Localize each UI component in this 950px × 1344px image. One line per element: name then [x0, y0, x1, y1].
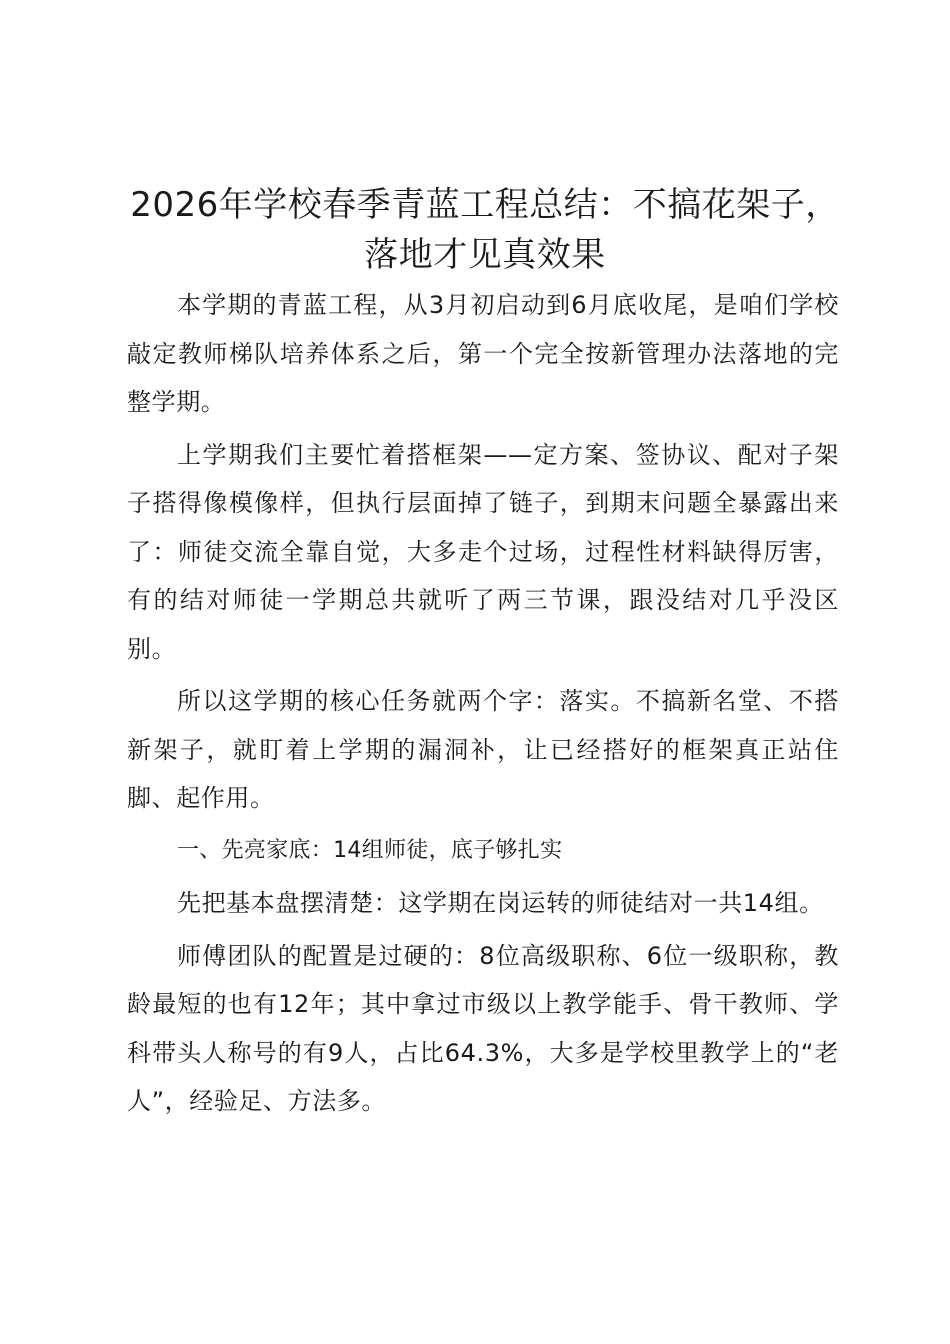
- section-heading-1: 一、先亮家底：14组师徒，底子够扎实: [177, 837, 563, 863]
- document-title: [110, 180, 860, 280]
- paragraph-pair-count: 先把基本盘摆清楚：这学期在岗运转的师徒结对一共14组。: [177, 889, 824, 917]
- paragraph-last-term: 上学期我们主要忙着搭框架——定方案、签协议、配对子架子搭得像模像样，但执行层面掉了链子，到期末问题全暴露出来了：师徒交流全靠自觉，大多走个过场，过程性材料缺得厉害，有的结对师徒一学期总共就听了两三节课，跟没结对几乎没区别。: [127, 440, 839, 663]
- title-line-2: 落地才见真效果: [364, 235, 606, 275]
- title-line-1: 2026年学校春季青蓝工程总结：不搞花架子，: [130, 185, 840, 225]
- paragraph-core-task: 所以这学期的核心任务就两个字：落实。不搞新名堂、不搭新架子，就盯着上学期的漏洞补，让已经搭好的框架真正站住脚、起作用。: [127, 687, 839, 812]
- paragraph-mentor-team: 师傅团队的配置是过硬的：8位高级职称、6位一级职称，教龄最短的也有12年；其中拿过市级以上教学能手、骨干教师、学科带头人称号的有9人，占比64.3%，大多是学校里教学上的“老人”，经验足、方法多。: [127, 941, 839, 1115]
- document-body: [127, 281, 839, 1130]
- paragraph-intro: 本学期的青蓝工程，从3月初启动到6月底收尾，是咱们学校敲定教师梯队培养体系之后，第一个完全按新管理办法落地的完整学期。: [127, 291, 839, 416]
